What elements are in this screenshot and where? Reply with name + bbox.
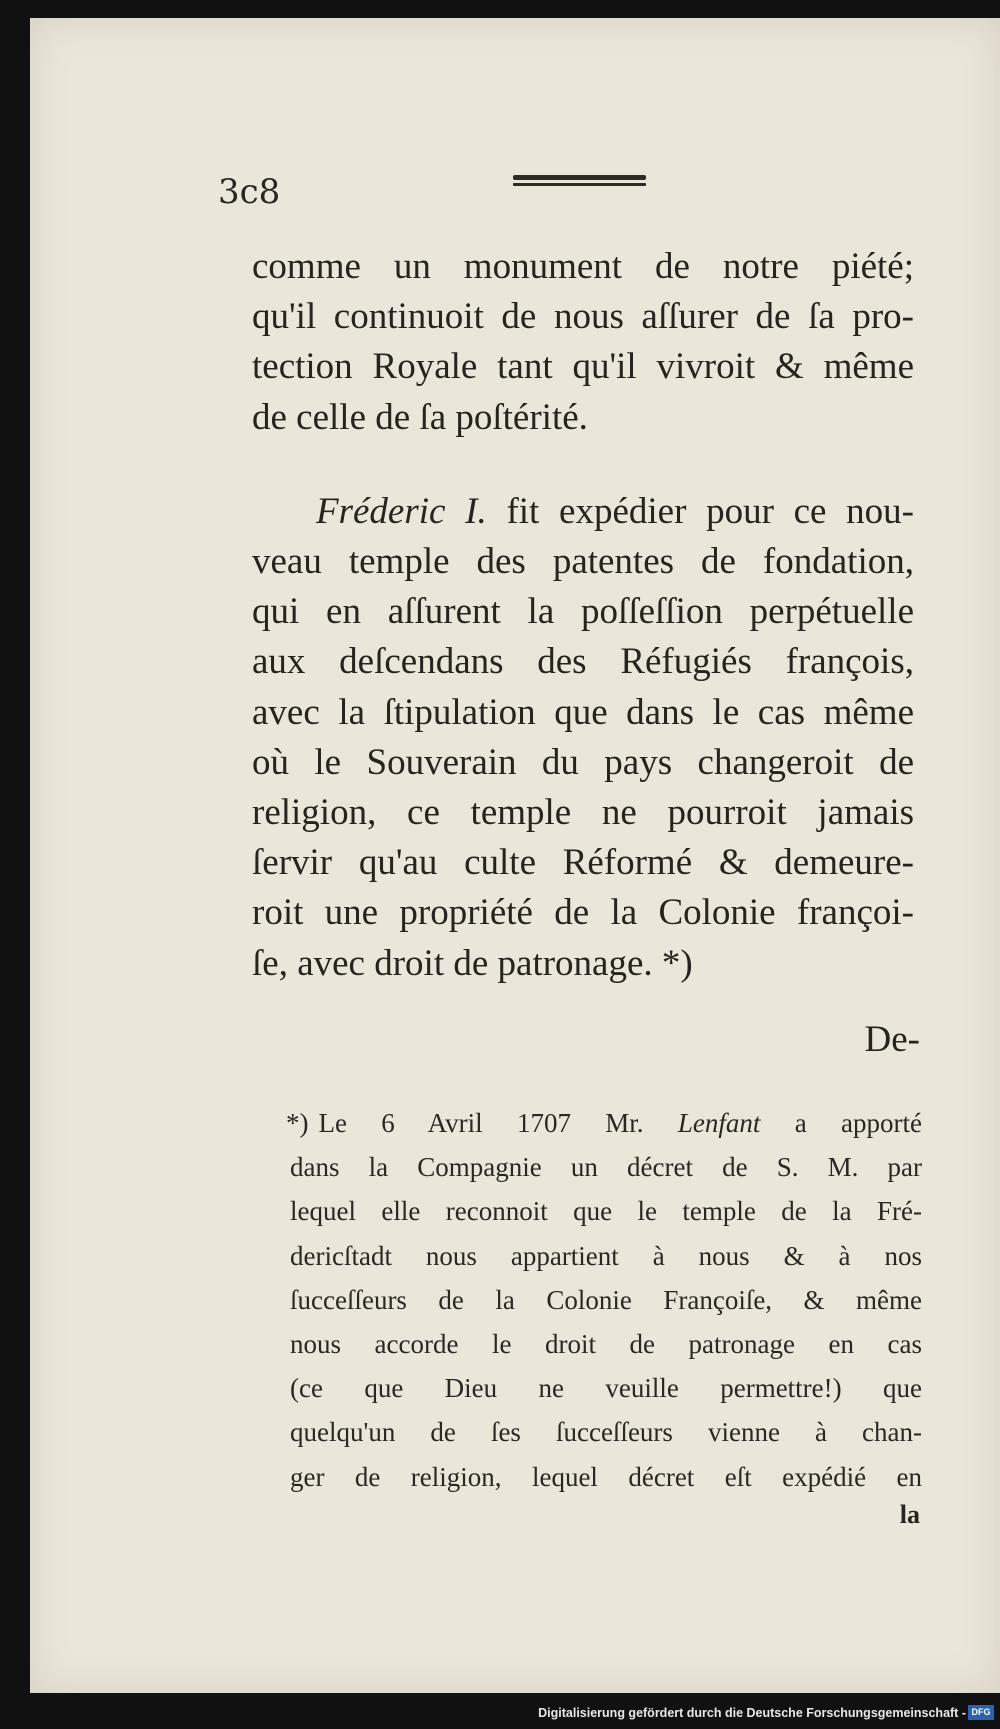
text-line: où le Souverain du pays changeroit de xyxy=(252,741,914,783)
text-line: veau temple des patentes de fondation, xyxy=(252,541,914,583)
footnote-line-first: *) Le 6 Avril 1707 Mr. Lenfant a apporté xyxy=(286,1101,922,1145)
text-line: qui en aſſurent la poſſeſſion perpétuelle xyxy=(252,591,914,633)
text-line: religion, ce temple ne pourroit jamais xyxy=(252,792,914,834)
footnote-line: (ce que Dieu ne veuille permettre!) que xyxy=(290,1373,922,1404)
footnote-line: ger de religion, lequel décret eſt expédié en xyxy=(290,1461,922,1492)
text-line: avec la ſtipulation que dans le cas même xyxy=(252,691,914,733)
text-line: comme un monument de notre piété; xyxy=(252,246,914,287)
italic-name: Lenfant xyxy=(677,1108,761,1138)
catchword: De- xyxy=(864,1019,920,1060)
footnote-mark: *) xyxy=(286,1108,309,1138)
footnote-catchword: la xyxy=(899,1500,920,1529)
page-number: 3c8 xyxy=(218,172,281,212)
footnote-line: dericſtadt nous appartient à nous & à nos xyxy=(290,1240,922,1271)
text-line: tection Royale tant qu'il vivroit & même xyxy=(252,346,914,388)
text-line: roit une propriété de la Colonie françoi- xyxy=(252,892,914,934)
dfg-logo: DFG xyxy=(968,1705,994,1720)
text-line: aux deſcendans des Réfugiés françois, xyxy=(252,641,914,683)
footnote-line: lequel elle reconnoit que le temple de la Fré- xyxy=(290,1196,922,1227)
footnote-line: dans la Compagnie un décret de S. M. par xyxy=(290,1152,922,1183)
italic-name: Fréderic I. xyxy=(316,490,487,532)
text-line: ſe, avec droit de patronage. *) xyxy=(252,942,693,984)
footnote-line: nous accorde le droit de patronage en cas xyxy=(290,1329,922,1360)
footnote-line: ſucceſſeurs de la Colonie Françoiſe, & même xyxy=(290,1284,922,1315)
text-line: ſervir qu'au culte Réformé & demeure- xyxy=(252,842,914,884)
text-line: de celle de ſa poſtérité. xyxy=(252,396,588,438)
digitization-credit: Digitalisierung gefördert durch die Deutsche Forschungsgemeinschaft - xyxy=(538,1706,966,1720)
text-line: qu'il continuoit de nous aſſurer de ſa pro- xyxy=(252,296,914,338)
main-text xyxy=(252,242,914,989)
footnote-line: quelqu'un de ſes ſucceſſeurs vienne à chan- xyxy=(290,1417,922,1448)
text-line-paragraph-start: Fréderic I. fit expédier pour ce nou- xyxy=(316,490,914,532)
header-ornament-rule-lower xyxy=(513,183,646,186)
footnote xyxy=(286,1101,922,1499)
header-ornament-rule xyxy=(513,175,646,180)
